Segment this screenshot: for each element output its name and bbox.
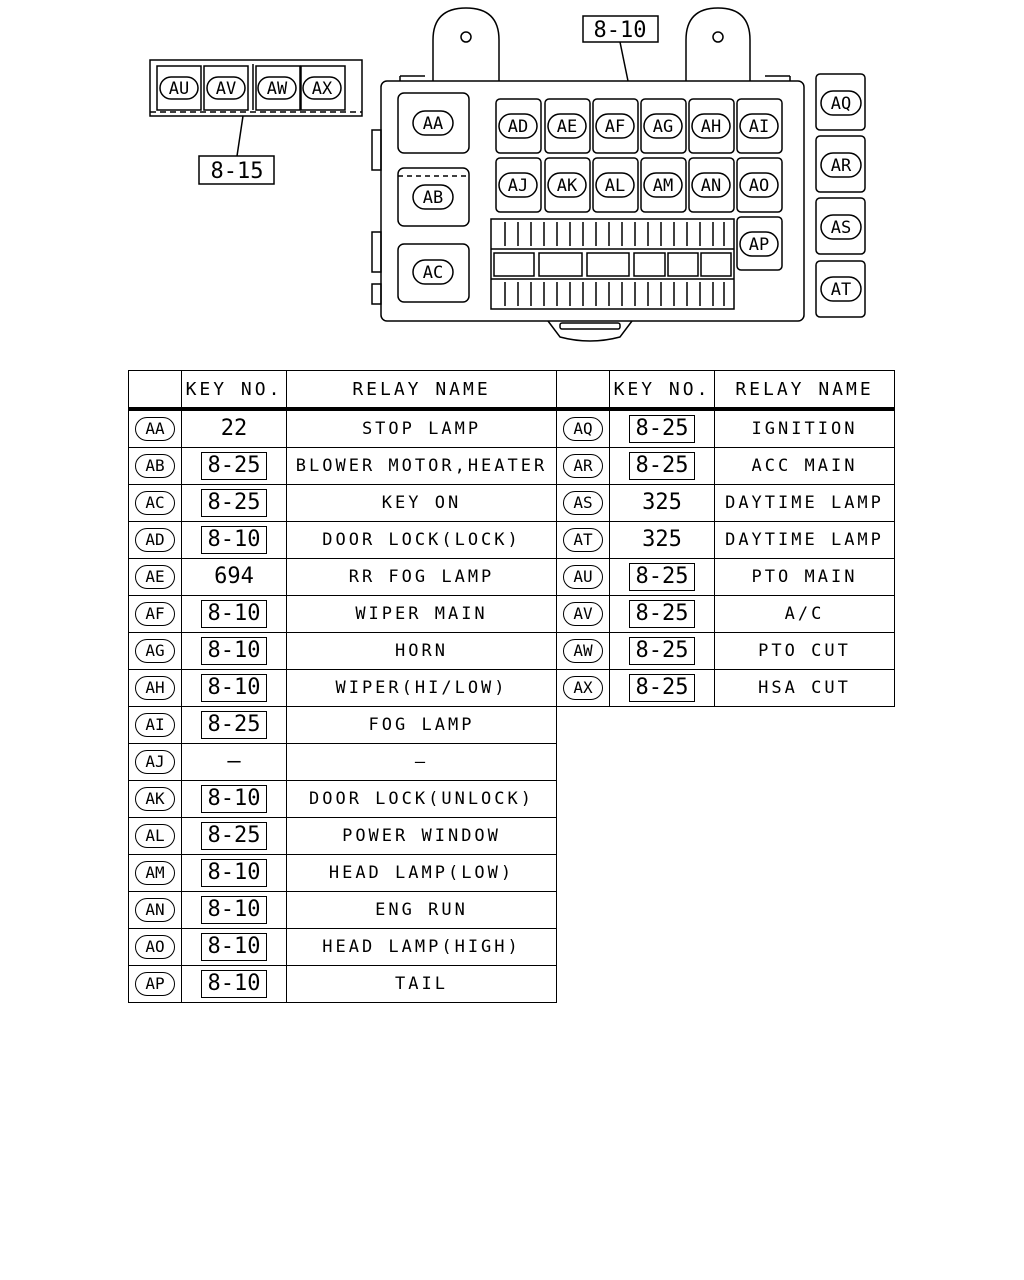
relay-name-cell: TAIL	[287, 966, 557, 1003]
relay-label-aj	[499, 173, 537, 197]
key-no-value: 325	[642, 490, 682, 515]
relay-name-cell: A/C	[715, 596, 895, 633]
relay-label-aa	[413, 111, 453, 135]
table-row	[557, 633, 895, 670]
table-row	[129, 485, 557, 522]
key-no-header: KEY NO.	[610, 371, 715, 410]
relay-label-ac	[413, 260, 453, 284]
relay-name-cell: BLOWER MOTOR,HEATER	[287, 448, 557, 485]
svg-text:AB: AB	[422, 188, 444, 208]
svg-text:AI: AI	[748, 117, 770, 137]
svg-text:AD: AD	[507, 117, 529, 137]
table-row	[129, 670, 557, 707]
relay-label-ah	[692, 114, 730, 138]
relay-code-label: AO	[135, 935, 175, 959]
svg-text:AT: AT	[830, 280, 852, 300]
relay-label-ag	[644, 114, 682, 138]
relay-name-cell: WIPER MAIN	[287, 596, 557, 633]
relay-label-at	[821, 277, 861, 301]
relay-label-ae	[548, 114, 586, 138]
svg-text:AE: AE	[556, 117, 578, 137]
table-row	[129, 818, 557, 855]
relay-code-cell	[129, 559, 182, 596]
relay-name-cell: DOOR LOCK(LOCK)	[287, 522, 557, 559]
relay-code-cell	[129, 929, 182, 966]
svg-text:8-15: 8-15	[210, 159, 264, 184]
svg-text:8-10: 8-10	[593, 18, 647, 43]
relay-code-cell	[557, 596, 610, 633]
table-row	[557, 670, 895, 707]
key-no-value: 8-10	[201, 674, 268, 702]
ref-label-8-15	[199, 156, 274, 184]
table-row	[129, 781, 557, 818]
table-row	[129, 855, 557, 892]
svg-text:AC: AC	[422, 263, 444, 283]
table-row	[557, 448, 895, 485]
relay-name-cell: RR FOG LAMP	[287, 559, 557, 596]
key-no-cell	[182, 522, 287, 559]
relay-code-label: AV	[563, 602, 603, 626]
table-row	[129, 929, 557, 966]
relay-code-label: AD	[135, 528, 175, 552]
relay-name-cell: POWER WINDOW	[287, 818, 557, 855]
key-no-value: —	[227, 749, 241, 774]
svg-text:AH: AH	[700, 117, 722, 137]
relay-code-label: AT	[563, 528, 603, 552]
relay-code-label: AL	[135, 824, 175, 848]
key-no-cell	[182, 633, 287, 670]
svg-text:AU: AU	[168, 79, 190, 99]
key-no-value: 325	[642, 527, 682, 552]
svg-text:AR: AR	[830, 156, 852, 176]
relay-label-al	[596, 173, 634, 197]
relay-code-label: AP	[135, 972, 175, 996]
key-no-value: 8-25	[629, 674, 696, 702]
svg-text:AN: AN	[700, 176, 722, 196]
key-no-cell	[182, 929, 287, 966]
relay-label-am	[644, 173, 682, 197]
relay-code-cell	[129, 781, 182, 818]
svg-text:AW: AW	[266, 79, 288, 99]
key-no-cell	[610, 448, 715, 485]
key-no-cell	[182, 596, 287, 633]
svg-text:AQ: AQ	[830, 94, 852, 114]
relay-label-af	[596, 114, 634, 138]
key-no-cell	[182, 707, 287, 744]
relay-name-cell: HORN	[287, 633, 557, 670]
relay-name-cell: WIPER(HI/LOW)	[287, 670, 557, 707]
relay-label-ar	[821, 153, 861, 177]
table-row	[557, 409, 895, 448]
key-no-cell	[610, 670, 715, 707]
relay-code-cell	[129, 707, 182, 744]
code-header	[129, 371, 182, 410]
relay-code-cell	[129, 522, 182, 559]
key-no-value: 8-25	[629, 415, 696, 443]
relay-name-cell: HSA CUT	[715, 670, 895, 707]
key-no-cell	[610, 409, 715, 448]
svg-text:AA: AA	[422, 114, 444, 134]
key-no-value: 8-10	[201, 600, 268, 628]
key-no-header: KEY NO.	[182, 371, 287, 410]
svg-text:AL: AL	[604, 176, 626, 196]
key-no-value: 8-10	[201, 785, 268, 813]
svg-text:AP: AP	[748, 235, 770, 255]
svg-text:AM: AM	[652, 176, 674, 196]
ref-label-8-10	[583, 16, 658, 43]
key-no-value: 8-25	[629, 637, 696, 665]
relay-code-cell	[129, 409, 182, 448]
relay-label-ab	[413, 185, 453, 209]
relay-box-diagram	[0, 0, 1024, 360]
relay-code-label: AX	[563, 676, 603, 700]
svg-text:AV: AV	[215, 79, 237, 99]
table-row	[557, 596, 895, 633]
table-row	[129, 966, 557, 1003]
svg-text:AF: AF	[604, 117, 626, 137]
relay-name-cell: ACC MAIN	[715, 448, 895, 485]
relay-code-cell	[129, 485, 182, 522]
table-row	[557, 485, 895, 522]
relay-label-ax	[303, 77, 341, 99]
key-no-value: 8-25	[201, 822, 268, 850]
key-no-cell	[182, 409, 287, 448]
relay-name-header: RELAY NAME	[715, 371, 895, 410]
svg-text:AG: AG	[652, 117, 674, 137]
key-no-cell	[610, 633, 715, 670]
relay-code-label: AN	[135, 898, 175, 922]
relay-name-cell: HEAD LAMP(LOW)	[287, 855, 557, 892]
relay-code-label: AQ	[563, 417, 603, 441]
key-no-cell	[182, 670, 287, 707]
relay-label-ai	[740, 114, 778, 138]
relay-code-label: AI	[135, 713, 175, 737]
relay-code-label: AU	[563, 565, 603, 589]
table-row	[129, 633, 557, 670]
relay-name-cell: —	[287, 744, 557, 781]
key-no-value: 8-10	[201, 637, 268, 665]
key-no-cell	[182, 966, 287, 1003]
table-row	[557, 559, 895, 596]
relay-code-cell	[557, 522, 610, 559]
relay-code-label: AJ	[135, 750, 175, 774]
svg-text:AS: AS	[830, 218, 852, 238]
key-no-value: 8-25	[629, 452, 696, 480]
relay-name-cell: DAYTIME LAMP	[715, 485, 895, 522]
relay-code-cell	[129, 855, 182, 892]
table-row	[129, 409, 557, 448]
key-no-value: 8-25	[629, 563, 696, 591]
table-row	[129, 559, 557, 596]
relay-name-cell: DOOR LOCK(UNLOCK)	[287, 781, 557, 818]
relay-code-label: AS	[563, 491, 603, 515]
relay-code-label: AC	[135, 491, 175, 515]
relay-code-cell	[557, 448, 610, 485]
fuse-block	[491, 219, 734, 309]
svg-text:AO: AO	[748, 176, 770, 196]
relay-code-label: AE	[135, 565, 175, 589]
key-no-value: 694	[214, 564, 254, 589]
key-no-cell	[610, 522, 715, 559]
relay-name-cell: STOP LAMP	[287, 409, 557, 448]
relay-label-ap	[740, 232, 778, 256]
relay-code-label: AW	[563, 639, 603, 663]
relay-name-cell: KEY ON	[287, 485, 557, 522]
relay-code-cell	[557, 670, 610, 707]
relay-code-label: AM	[135, 861, 175, 885]
relay-name-cell: DAYTIME LAMP	[715, 522, 895, 559]
relay-label-an	[692, 173, 730, 197]
relay-code-cell	[129, 892, 182, 929]
relay-label-ao	[740, 173, 778, 197]
table-row	[129, 707, 557, 744]
relay-code-cell	[129, 818, 182, 855]
relay-code-label: AG	[135, 639, 175, 663]
table-row	[129, 892, 557, 929]
key-no-cell	[182, 448, 287, 485]
table-row	[129, 744, 557, 781]
relay-name-cell: IGNITION	[715, 409, 895, 448]
relay-label-aw	[258, 77, 296, 99]
relay-code-cell	[129, 966, 182, 1003]
relay-label-av	[207, 77, 245, 99]
key-no-value: 8-10	[201, 896, 268, 924]
relay-code-label: AB	[135, 454, 175, 478]
relay-code-label: AK	[135, 787, 175, 811]
code-header	[557, 371, 610, 410]
relay-code-label: AH	[135, 676, 175, 700]
key-no-cell	[182, 855, 287, 892]
relay-code-cell	[129, 633, 182, 670]
relay-code-cell	[129, 448, 182, 485]
table-row	[129, 522, 557, 559]
key-no-value: 8-10	[201, 859, 268, 887]
relay-label-aq	[821, 91, 861, 115]
relay-table-left	[128, 370, 557, 1003]
table-row	[129, 448, 557, 485]
relay-grid	[496, 99, 782, 270]
key-no-cell	[182, 485, 287, 522]
relay-code-cell	[129, 744, 182, 781]
key-no-cell	[182, 559, 287, 596]
relay-code-cell	[129, 596, 182, 633]
relay-name-header: RELAY NAME	[287, 371, 557, 410]
key-no-cell	[182, 744, 287, 781]
relay-code-cell	[129, 670, 182, 707]
relay-label-as	[821, 215, 861, 239]
relay-name-cell: PTO CUT	[715, 633, 895, 670]
key-no-cell	[610, 485, 715, 522]
key-no-cell	[182, 892, 287, 929]
relay-table-right	[556, 370, 895, 707]
relay-label-ad	[499, 114, 537, 138]
key-no-value: 8-25	[201, 711, 268, 739]
key-no-value: 8-25	[201, 489, 268, 517]
relay-name-cell: HEAD LAMP(HIGH)	[287, 929, 557, 966]
svg-text:AX: AX	[311, 79, 333, 99]
relay-code-label: AF	[135, 602, 175, 626]
key-no-cell	[610, 596, 715, 633]
relay-name-cell: FOG LAMP	[287, 707, 557, 744]
relay-name-cell: ENG RUN	[287, 892, 557, 929]
table-row	[557, 522, 895, 559]
relay-label-ak	[548, 173, 586, 197]
key-no-value: 8-10	[201, 526, 268, 554]
key-no-value: 8-10	[201, 933, 268, 961]
key-no-value: 22	[220, 416, 248, 441]
relay-code-cell	[557, 559, 610, 596]
key-no-cell	[610, 559, 715, 596]
relay-code-cell	[557, 485, 610, 522]
relay-code-label: AA	[135, 417, 175, 441]
key-no-value: 8-25	[201, 452, 268, 480]
svg-text:AK: AK	[556, 176, 578, 196]
key-no-value: 8-10	[201, 970, 268, 998]
relay-name-cell: PTO MAIN	[715, 559, 895, 596]
relay-code-cell	[557, 409, 610, 448]
key-no-cell	[182, 781, 287, 818]
table-row	[129, 596, 557, 633]
key-no-cell	[182, 818, 287, 855]
svg-text:AJ: AJ	[507, 176, 529, 196]
relay-code-cell	[557, 633, 610, 670]
relay-code-label: AR	[563, 454, 603, 478]
key-no-value: 8-25	[629, 600, 696, 628]
relay-label-au	[160, 77, 198, 99]
